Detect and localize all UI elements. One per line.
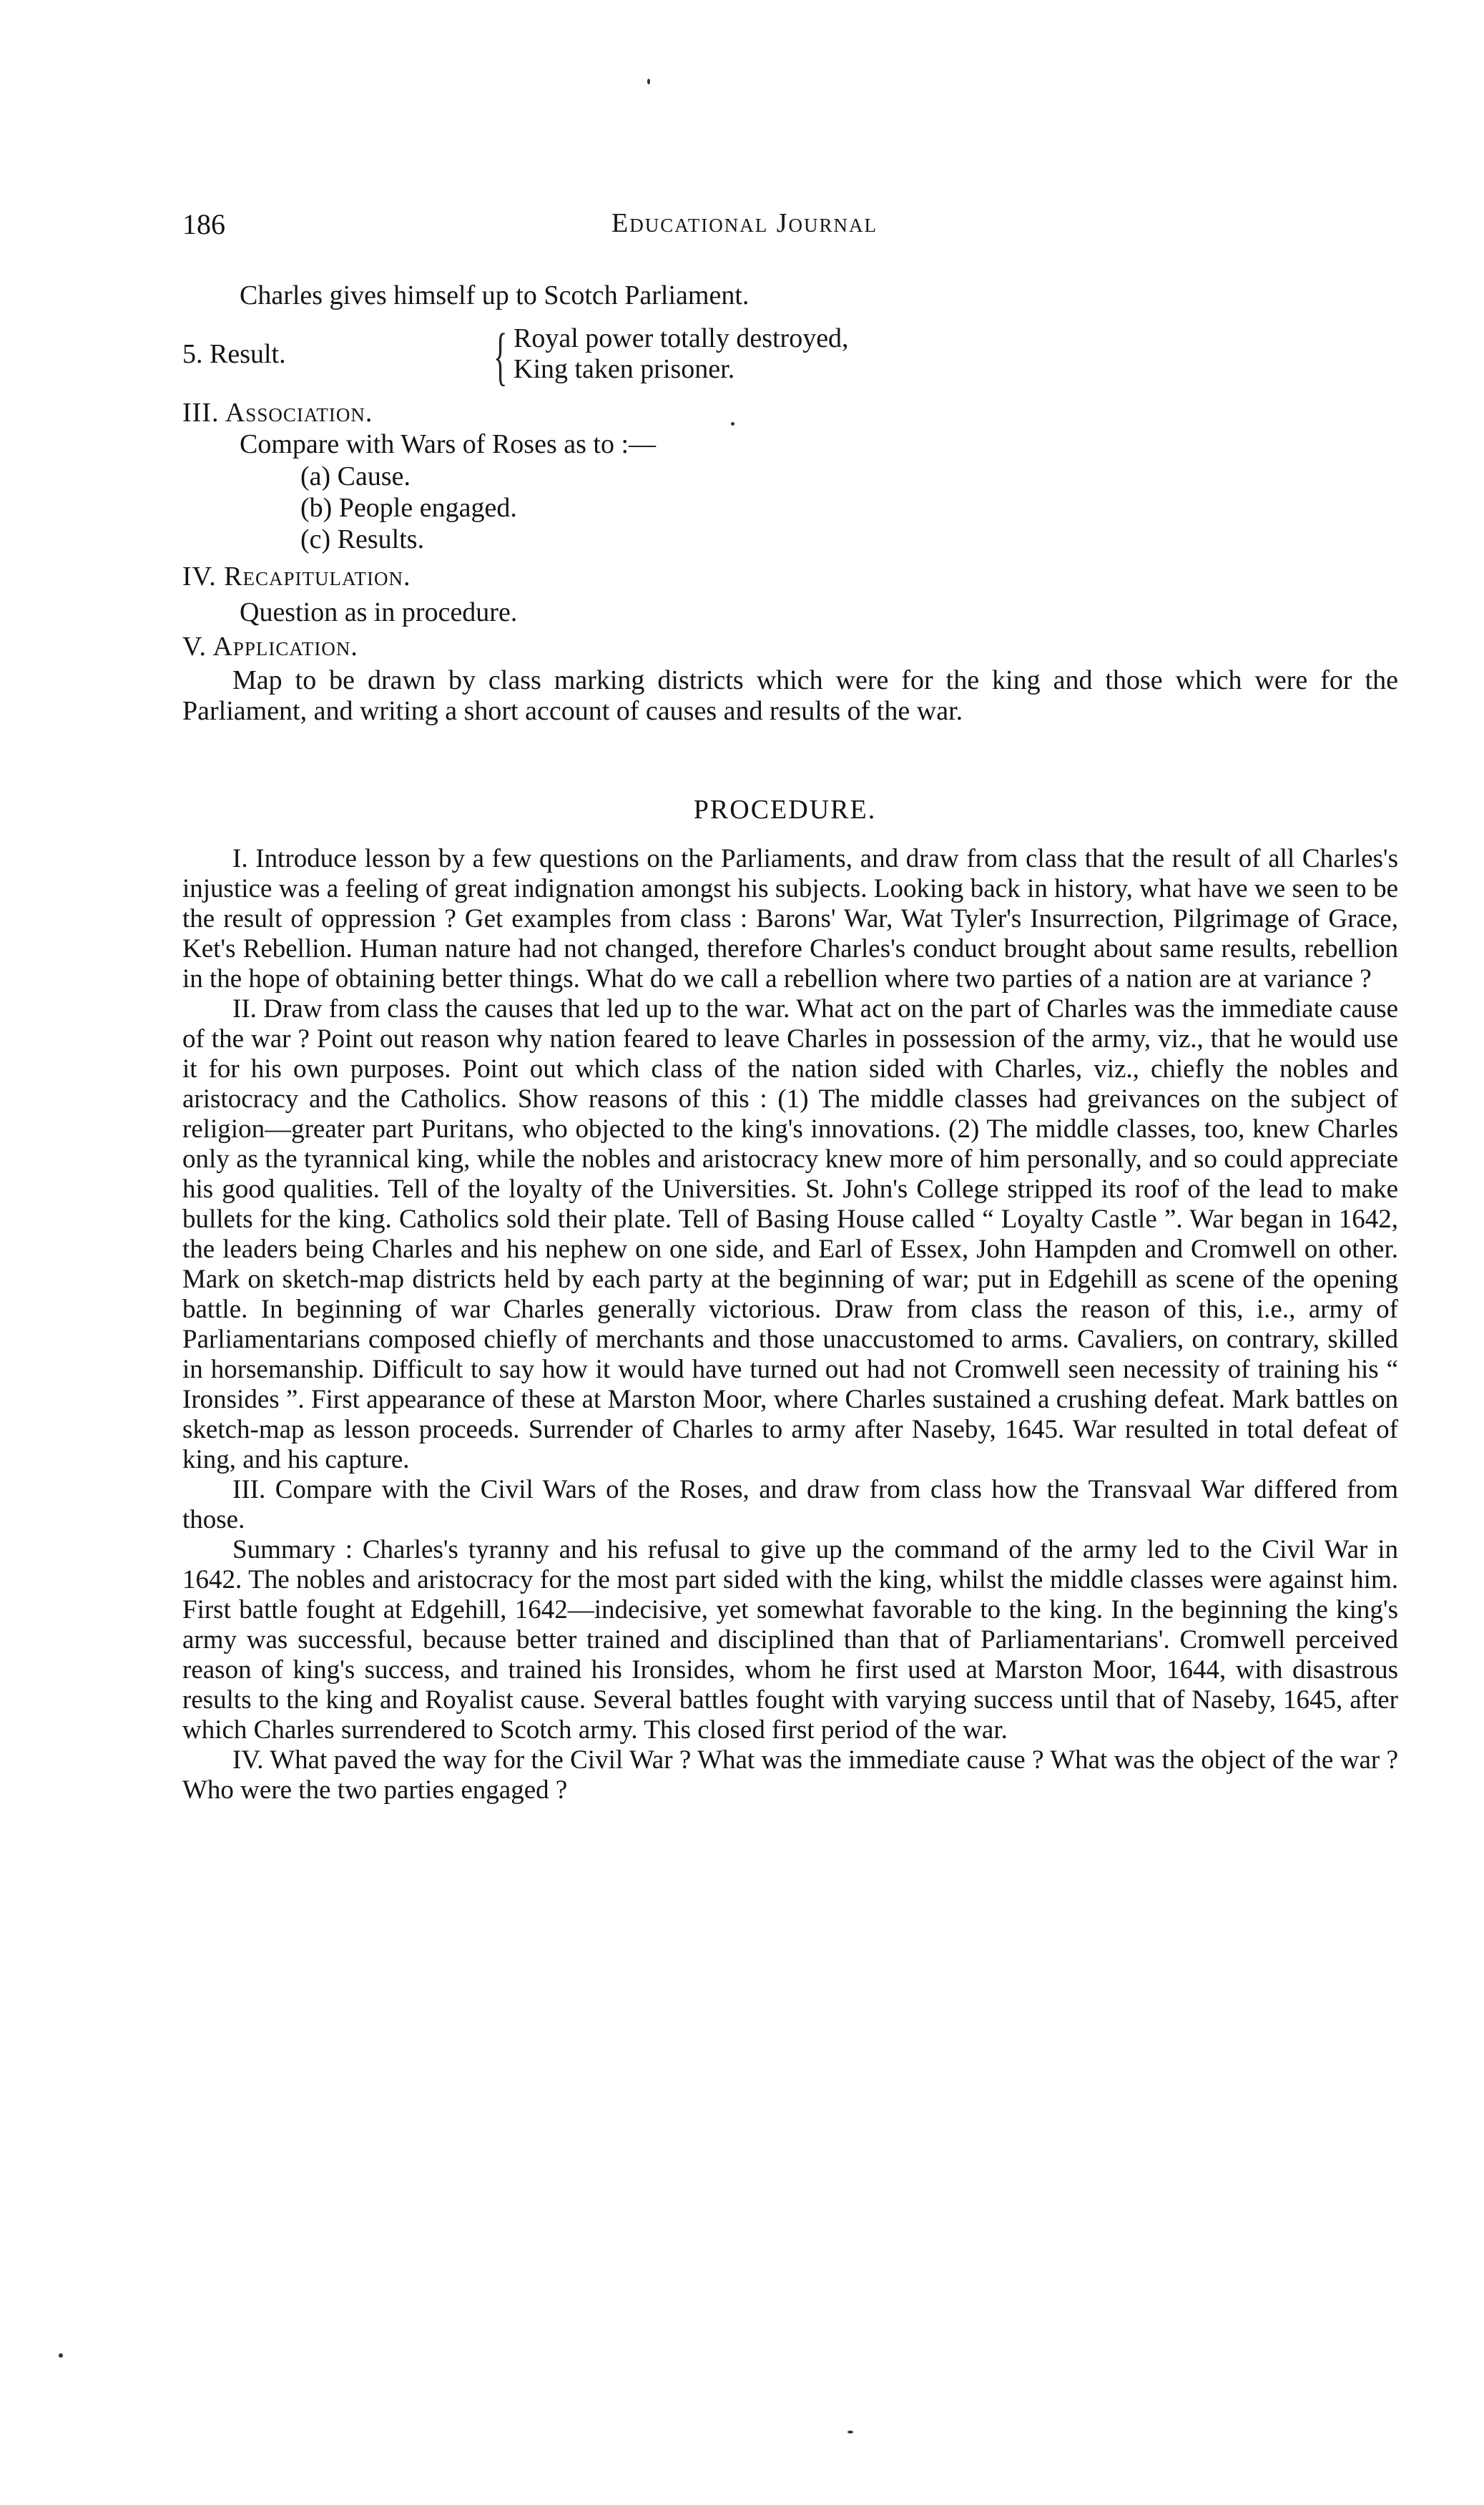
print-speck [59,2353,63,2358]
outline-compare-item: (b) People engaged. [300,493,517,523]
page-number: 186 [182,208,225,240]
procedure-paragraph: I. Introduce lesson by a few questions on the Parliaments, and draw from class that the result of all Charles's injustice was a feeling of great indignation amongst his subjects. Looking back in history, what have we seen to be the result of oppression ? Get examples from class : Barons' War, Wat Tyler's Insurrection, Pilgrimage of Grace, Ket's Rebellion. Human nature had not changed, therefore Charles's conduct brought about same results, rebellion in the hope of obtaining better things. What do we call a rebellion where two parties of a nation are at variance ? [182,844,1398,994]
application-text-block [182,665,1398,727]
outline-association-heading: III. Association. [182,398,373,428]
outline-compare-item: (a) Cause. [300,461,411,491]
outline-application-heading: V. Application. [182,632,358,662]
print-speck [847,2431,853,2433]
result-brace: { [493,321,508,392]
procedure-body [182,844,1398,1805]
print-speck [731,422,734,426]
procedure-paragraph: III. Compare with the Civil Wars of the Roses, and draw from class how the Transvaal War differed from those. [182,1475,1398,1534]
procedure-paragraph: IV. What paved the way for the Civil War ? What was the immediate cause ? What was the object of the war ? Who were the two parties engaged ? [182,1745,1398,1805]
running-header: Educational Journal [611,208,878,238]
outline-result-label: 5. Result. [182,339,286,369]
outline-recap-text: Question as in procedure. [240,597,518,627]
outline-charles-line: Charles gives himself up to Scotch Parliament. [240,280,750,310]
print-speck [647,79,650,84]
outline-compare-line: Compare with Wars of Roses as to :— [240,429,657,459]
outline-compare-item: (c) Results. [300,524,425,554]
outline-recap-heading: IV. Recapitulation. [182,562,411,592]
procedure-paragraph: II. Draw from class the causes that led up to the war. What act on the part of Charles was the immediate cause of the war ? Point out reason why nation feared to leave Charles in possession of the army, viz., that he would use it for his own purposes. Point out which class of the nation sided with Charles, viz., chiefly the nobles and aristocracy and the Catholics. Show reasons of this : (1) The middle classes had greivances on the subject of religion—greater part Puritans, who objected to the king's innovations. (2) The middle classes, too, knew Charles only as the tyrannical king, while the nobles and aristocracy knew more of him personally, and so could appreciate his good qualities. Tell of the loyalty of the Universities. St. John's College stripped its roof of the lead to make bullets for the king. Catholics sold their plate. Tell of Basing House called “ Loyalty Castle ”. War began in 1642, the leaders being Charles and his nephew on one side, and Earl of Essex, John Hampden and Cromwell on other. Mark on sketch-map districts held by each party at the beginning of war; put in Edgehill as scene of the opening battle. In beginning of war Charles generally victorious. Draw from class the reason of this, i.e., army of Parliamentarians composed chiefly of merchants and those unaccustomed to arms. Cavaliers, on contrary, skilled in horsemanship. Difficult to say how it would have turned out had not Cromwell seen necessity of training his “ Ironsides ”. First appearance of these at Marston Moor, where Charles sustained a crushing defeat. Mark battles on sketch-map as lesson proceeds. Surrender of Charles to army after Naseby, 1645. War resulted in total defeat of king, and his capture. [182,994,1398,1474]
procedure-heading: PROCEDURE. [693,795,877,825]
outline-result-item: Royal power totally destroyed, [513,323,849,353]
application-text: Map to be drawn by class marking districts which were for the king and those which were for the Parliament, and writing a short account of causes and results of the war. [182,665,1398,726]
outline-result-item: King taken prisoner. [513,354,735,384]
summary-paragraph: Summary : Charles's tyranny and his refusal to give up the command of the army led to the Civil War in 1642. The nobles and aristocracy for the most part sided with the king, whilst the middle classes were against him. First battle fought at Edgehill, 1642—indecisive, yet somewhat favorable to the king. In the beginning the king's army was successful, because better trained and disciplined than that of Parliamentarians'. Cromwell perceived reason of king's success, and trained his Ironsides, whom he first used at Marston Moor, 1644, with disastrous results to the king and Royalist cause. Several battles fought with varying success until that of Naseby, 1645, after which Charles surrendered to Scotch army. This closed first period of the war. [182,1535,1398,1745]
